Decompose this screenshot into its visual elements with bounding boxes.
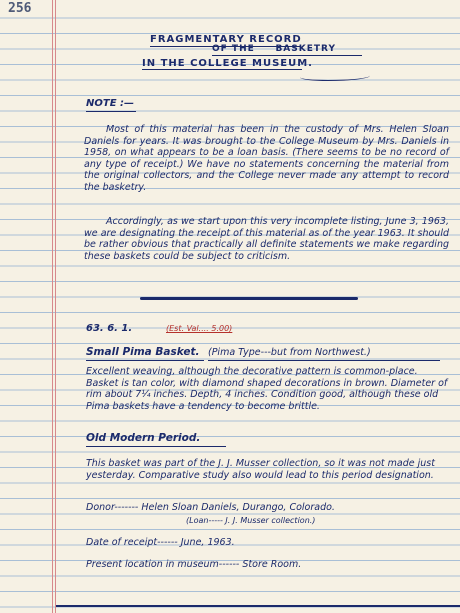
note-underline — [86, 111, 136, 112]
donor-line: Donor------- Helen Sloan Daniels, Durango, Colorado. — [86, 502, 335, 513]
donor-note: (Loan----- J. J. Musser collection.) — [186, 516, 316, 525]
title-underline — [142, 69, 302, 70]
estimated-value-note: (Est. Val.... 5.00) — [166, 324, 233, 333]
receipt-line: Date of receipt------ June, 1963. — [86, 537, 235, 548]
page-number: 256 — [8, 1, 32, 16]
section-divider — [140, 297, 358, 300]
heading-underline — [86, 446, 226, 447]
note-label: NOTE :— — [86, 98, 135, 109]
title-flourish — [300, 72, 370, 81]
type-note-underline — [208, 360, 440, 361]
heading-underline — [86, 360, 204, 361]
title-line-3: IN THE COLLEGE MUSEUM. — [142, 58, 313, 69]
entry-description: Excellent weaving, although the decorative pattern is common-place. Basket is tan color, with diamond shaped decorations in brown. Diameter of rim about 7¼ inches. Depth, 4 inches. Condition good, although these old Pima baskets have a tendency to become brittle. — [86, 366, 448, 412]
entry-history: This basket was part of the J. J. Musser collection, so it was not made just yesterday. Comparative study also would lead to this period designation. — [86, 458, 435, 481]
catalog-number: 63. 6. 1. — [86, 323, 133, 334]
note-paragraph-1: Most of this material has been in the custody of Mrs. Helen Sloan Daniels for years. It was brought to the College Museum by Mrs. Daniels in 1958, on what appears to be a loan basis. (There seems to be no record of any type of receipt.) We have no statements concerning the material from the original collectors, and the College never made any attempt to record the basketry. — [84, 124, 449, 193]
title-line-1: FRAGMENTARY RECORD — [150, 34, 302, 45]
note-paragraph-2: Accordingly, as we start upon this very incomplete listing, June 3, 1963, we are designating the receipt of this material as of the year 1963. It should be rather obvious that practically all definite statements we make regarding these baskets could be subject to criticism. — [84, 216, 449, 262]
margin-line — [55, 0, 56, 613]
period-heading: Old Modern Period. — [86, 432, 201, 444]
margin-line — [52, 0, 53, 613]
bottom-rule — [56, 605, 460, 607]
title-underline — [212, 55, 362, 56]
title-line-2: OF THE BASKETRY — [212, 44, 336, 54]
type-note: (Pima Type---but from Northwest.) — [208, 347, 371, 358]
location-line: Present location in museum------ Store Room. — [86, 559, 302, 570]
entry-heading: Small Pima Basket. — [86, 346, 200, 358]
